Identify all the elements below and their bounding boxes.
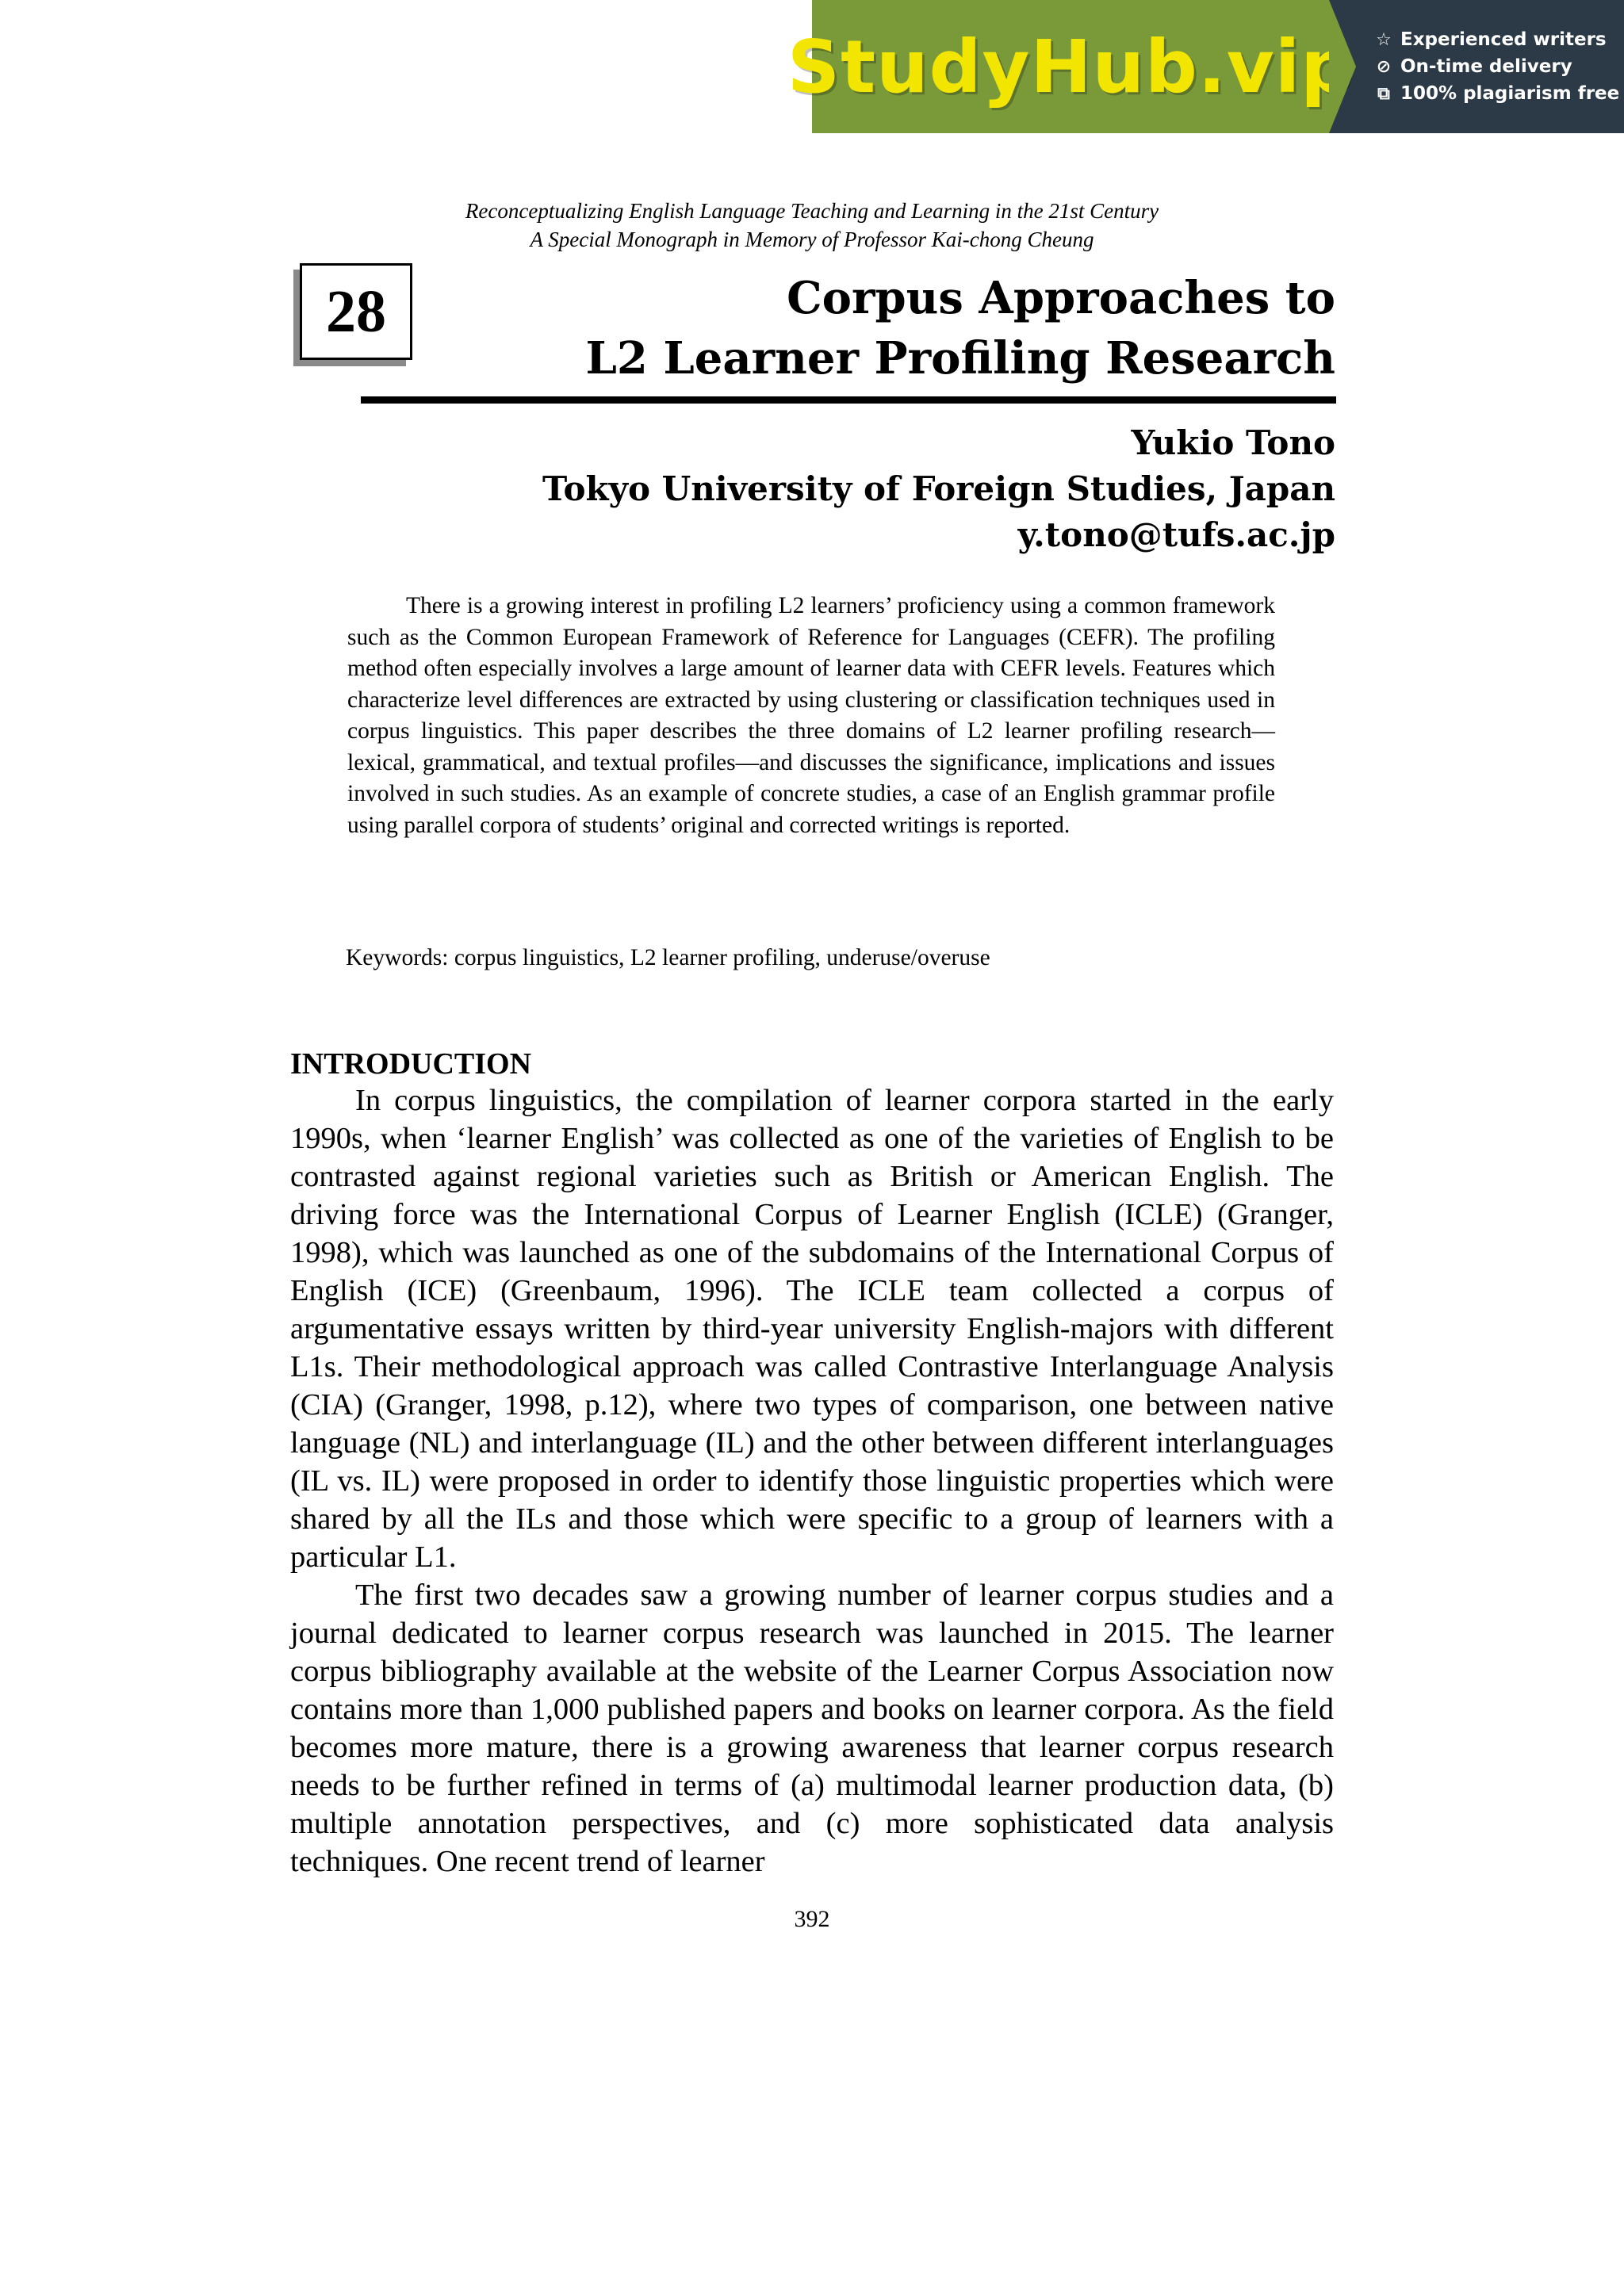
banner-arrow-decoration: [1329, 0, 1356, 133]
ad-banner[interactable]: [787, 0, 1624, 133]
feature-label: Experienced writers: [1400, 29, 1607, 50]
chapter-number: 28: [300, 263, 412, 360]
running-head: [0, 197, 1624, 254]
author-affiliation: Tokyo University of Foreign Studies, Japan: [542, 469, 1335, 508]
star-icon: ☆: [1376, 29, 1392, 50]
feature-label: On-time delivery: [1400, 56, 1572, 77]
banner-logo[interactable]: [787, 0, 1354, 133]
title-line-1: Corpus Approaches to: [787, 272, 1335, 324]
author-block: [542, 420, 1335, 558]
title-line-2: L2 Learner Profiling Research: [585, 332, 1335, 385]
banner-features: [1329, 0, 1624, 133]
clock-icon: ⊘: [1376, 56, 1392, 77]
author-name: Yukio Tono: [1131, 423, 1335, 462]
section-heading: INTRODUCTION: [290, 1047, 532, 1081]
paragraph: In corpus linguistics, the compilation of learner corpora started in the early 1990s, when ‘learner English’ was collected as one of the varieties of English to be contrasted against regional varieties such as British or American English. The driving force was the International Corpus of Learner English (ICLE) (Granger, 1998), which was launched as one of the subdomains of the International Corpus of English (ICE) (Greenbaum, 1996). The ICLE team collected a corpus of argumentative essays written by third-year university English-majors with different L1s. Their methodological approach was called Contrastive Interlanguage Analysis (CIA) (Granger, 1998, p.12), where two types of comparison, one between native language (NL) and interlanguage (IL) and the other between different interlanguages (IL vs. IL) were proposed in order to identify those linguistic properties which were shared by all the ILs and those which were specific to a group of learners with a particular L1.: [290, 1084, 1334, 1574]
paper-title: [586, 268, 1336, 388]
feature-experienced-writers: [1373, 29, 1624, 50]
abstract: There is a growing interest in profiling L2 learners’ proficiency using a common framework such as the Common European Framework of Reference for Languages (CEFR). The profiling method often especially involves a large amount of learner data with CEFR levels. Features which characterize level differences are extracted by using clustering or classification techniques used in corpus linguistics. This paper describes the three domains of L2 learner profiling research—lexical, grammatical, and textual profiles—and discusses the significance, implications and issues involved in such studies. As an example of concrete studies, a case of an English grammar profile using parallel corpora of students’ original and corrected writings is reported.: [347, 593, 1275, 838]
feature-plagiarism-free: [1373, 83, 1624, 104]
brand-logo-text: StudyHub.vip: [787, 24, 1354, 109]
body-text: [290, 1081, 1334, 1881]
author-email[interactable]: y.tono@tufs.ac.jp: [1017, 515, 1335, 554]
title-rule: [361, 396, 1336, 404]
copy-icon: ⧉: [1377, 83, 1390, 104]
feature-on-time-delivery: [1373, 56, 1624, 77]
running-head-line-2: A Special Monograph in Memory of Professor Kai-chong Cheung: [530, 228, 1094, 251]
page-number: 392: [794, 1906, 830, 1932]
feature-label: 100% plagiarism free: [1400, 83, 1620, 104]
running-head-line-1: Reconceptualizing English Language Teaching and Learning in the 21st Century: [465, 199, 1159, 223]
paragraph: The first two decades saw a growing number of learner corpus studies and a journal dedicated to learner corpus research was launched in 2015. The learner corpus bibliography available at the website of the Learner Corpus Association now contains more than 1,000 published papers and books on learner corpora. As the field becomes more mature, there is a growing awareness that learner corpus research needs to be further refined in terms of (a) multimodal learner production data, (b) multiple annotation perspectives, and (c) more sophisticated data analysis techniques. One recent trend of learner: [290, 1578, 1334, 1878]
keywords: Keywords: corpus linguistics, L2 learner profiling, underuse/overuse: [346, 945, 990, 970]
